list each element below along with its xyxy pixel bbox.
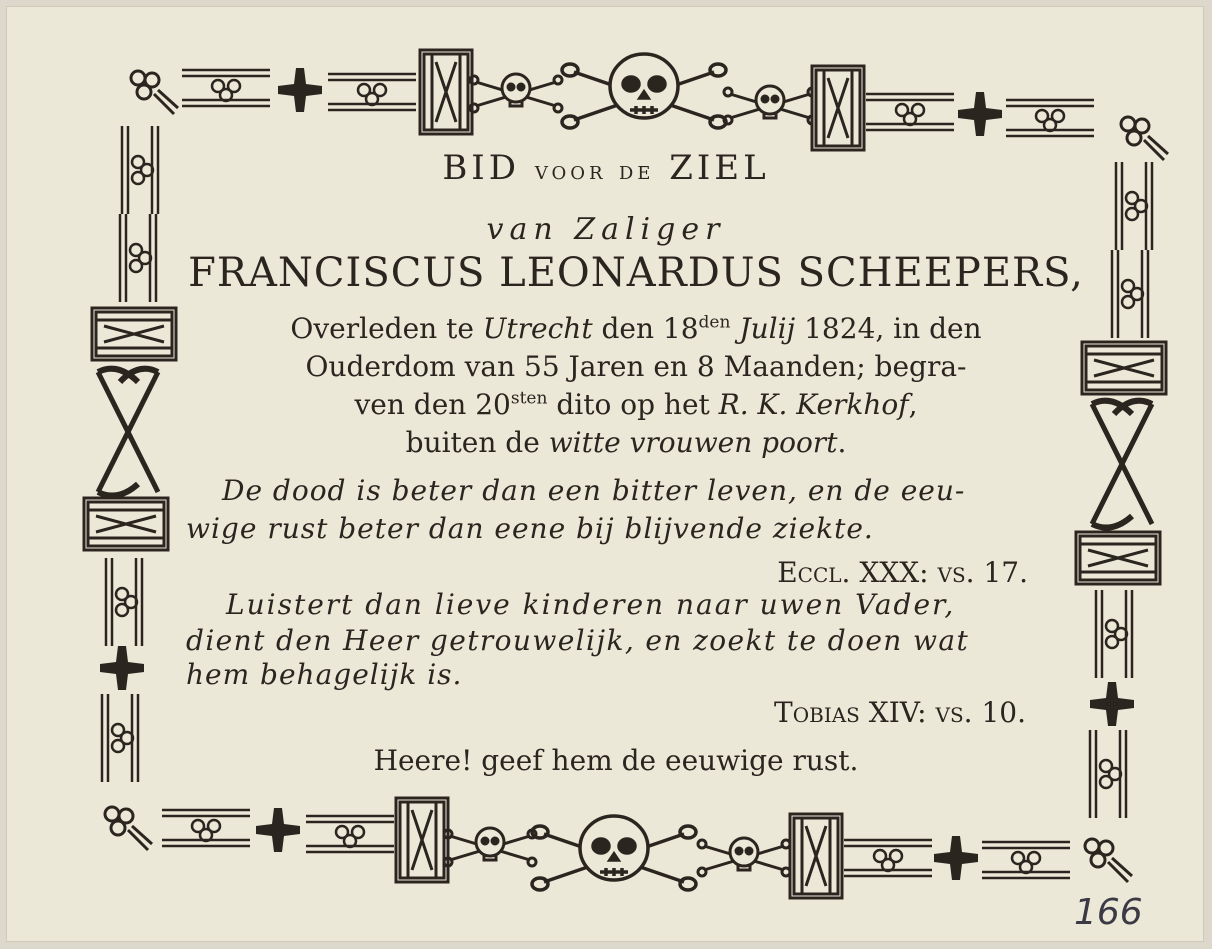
- gate-name: witte vrouwen poort: [548, 426, 838, 459]
- closing-prayer: Heere! geef hem de eeuwige rust.: [373, 744, 859, 777]
- floret-icon: [1085, 839, 1132, 882]
- death-text: den 18: [592, 312, 699, 345]
- burial-text: ,: [908, 388, 918, 421]
- clover-band-icon: [104, 558, 144, 646]
- death-text: Overleden te: [290, 312, 483, 345]
- skull-crossbones-icon: [444, 828, 536, 866]
- clover-band-icon: [844, 838, 932, 878]
- verse-2-line-2: dient den Heer getrouwelijk, en zoekt te doen wat: [186, 624, 970, 657]
- verse-2-reference: [774, 696, 1026, 729]
- title-word-ziel: ZIEL: [669, 148, 770, 188]
- location-text: buiten de: [405, 426, 549, 459]
- death-month: Julij: [739, 312, 796, 345]
- reference-book: Tobias: [774, 696, 860, 729]
- death-text: 1824, in den: [795, 312, 982, 345]
- title-word-bid: BID: [442, 148, 520, 188]
- skull-crossbones-icon: [562, 54, 726, 128]
- death-line-2: Ouderdom van 55 Jaren en 8 Maanden; begra-: [305, 350, 967, 383]
- reference-verse: 10.: [972, 696, 1026, 729]
- card-title: [0, 148, 1212, 188]
- clover-band-icon: [866, 92, 954, 132]
- card-subtitle: van Zaliger: [486, 212, 726, 247]
- death-place: Utrecht: [482, 312, 593, 345]
- ordinal-suffix: den: [698, 312, 731, 333]
- cross-pattee-icon: [100, 646, 144, 690]
- verse-1-line-1: De dood is beter dan een bitter leven, en de eeu-: [222, 474, 966, 507]
- burial-text: dito op het: [547, 388, 719, 421]
- verse-1-line-2: wige rust beter dan eene bij blijvende ziekte.: [186, 512, 874, 545]
- reference-book: Eccl.: [777, 556, 851, 589]
- location-text: .: [837, 426, 847, 459]
- hourglass-icon: [396, 798, 448, 882]
- verse-1-reference: [777, 556, 1028, 589]
- skull-crossbones-icon: [470, 74, 562, 112]
- burial-text: ven den 20: [354, 388, 511, 421]
- reference-chapter: XXX:: [850, 556, 938, 589]
- death-line-4: [20, 426, 1212, 459]
- clover-band-icon: [1006, 98, 1094, 138]
- ordinal-suffix: sten: [510, 388, 548, 409]
- reference-vs: vs.: [935, 696, 973, 729]
- death-line-1: [30, 312, 1212, 345]
- hourglass-icon: [420, 50, 472, 134]
- hourglass-icon: [812, 66, 864, 150]
- clover-band-icon: [162, 808, 250, 848]
- floret-icon: [131, 71, 178, 114]
- cross-pattee-icon: [1090, 682, 1134, 726]
- reference-vs: vs.: [937, 556, 975, 589]
- reference-verse: 17.: [974, 556, 1028, 589]
- clover-band-icon: [982, 840, 1070, 880]
- cemetery-name: R. K. Kerkhof: [718, 388, 909, 421]
- hourglass-icon: [84, 498, 168, 550]
- cross-pattee-icon: [958, 92, 1002, 136]
- reference-chapter: XIV:: [859, 696, 936, 729]
- hourglass-icon: [790, 814, 842, 898]
- floret-icon: [105, 807, 152, 850]
- clover-band-icon: [182, 68, 270, 108]
- verse-2-line-3: hem behagelijk is.: [186, 658, 463, 691]
- skull-crossbones-icon: [724, 86, 816, 124]
- cross-pattee-icon: [278, 68, 322, 112]
- cross-pattee-icon: [934, 836, 978, 880]
- clover-band-icon: [328, 72, 416, 112]
- hourglass-icon: [1076, 532, 1160, 584]
- title-words-voor-de: voor de: [534, 156, 655, 186]
- clover-band-icon: [306, 814, 394, 854]
- verse-2-line-1: Luistert dan lieve kinderen naar uwen Vader,: [226, 588, 956, 621]
- handwritten-page-number: 166: [1074, 892, 1143, 933]
- deceased-name: FRANCISCUS LEONARDUS SCHEEPERS,: [188, 250, 1084, 296]
- death-line-3: [30, 388, 1212, 421]
- skull-crossbones-icon: [532, 816, 696, 890]
- cross-pattee-icon: [256, 808, 300, 852]
- skull-crossbones-icon: [698, 838, 790, 876]
